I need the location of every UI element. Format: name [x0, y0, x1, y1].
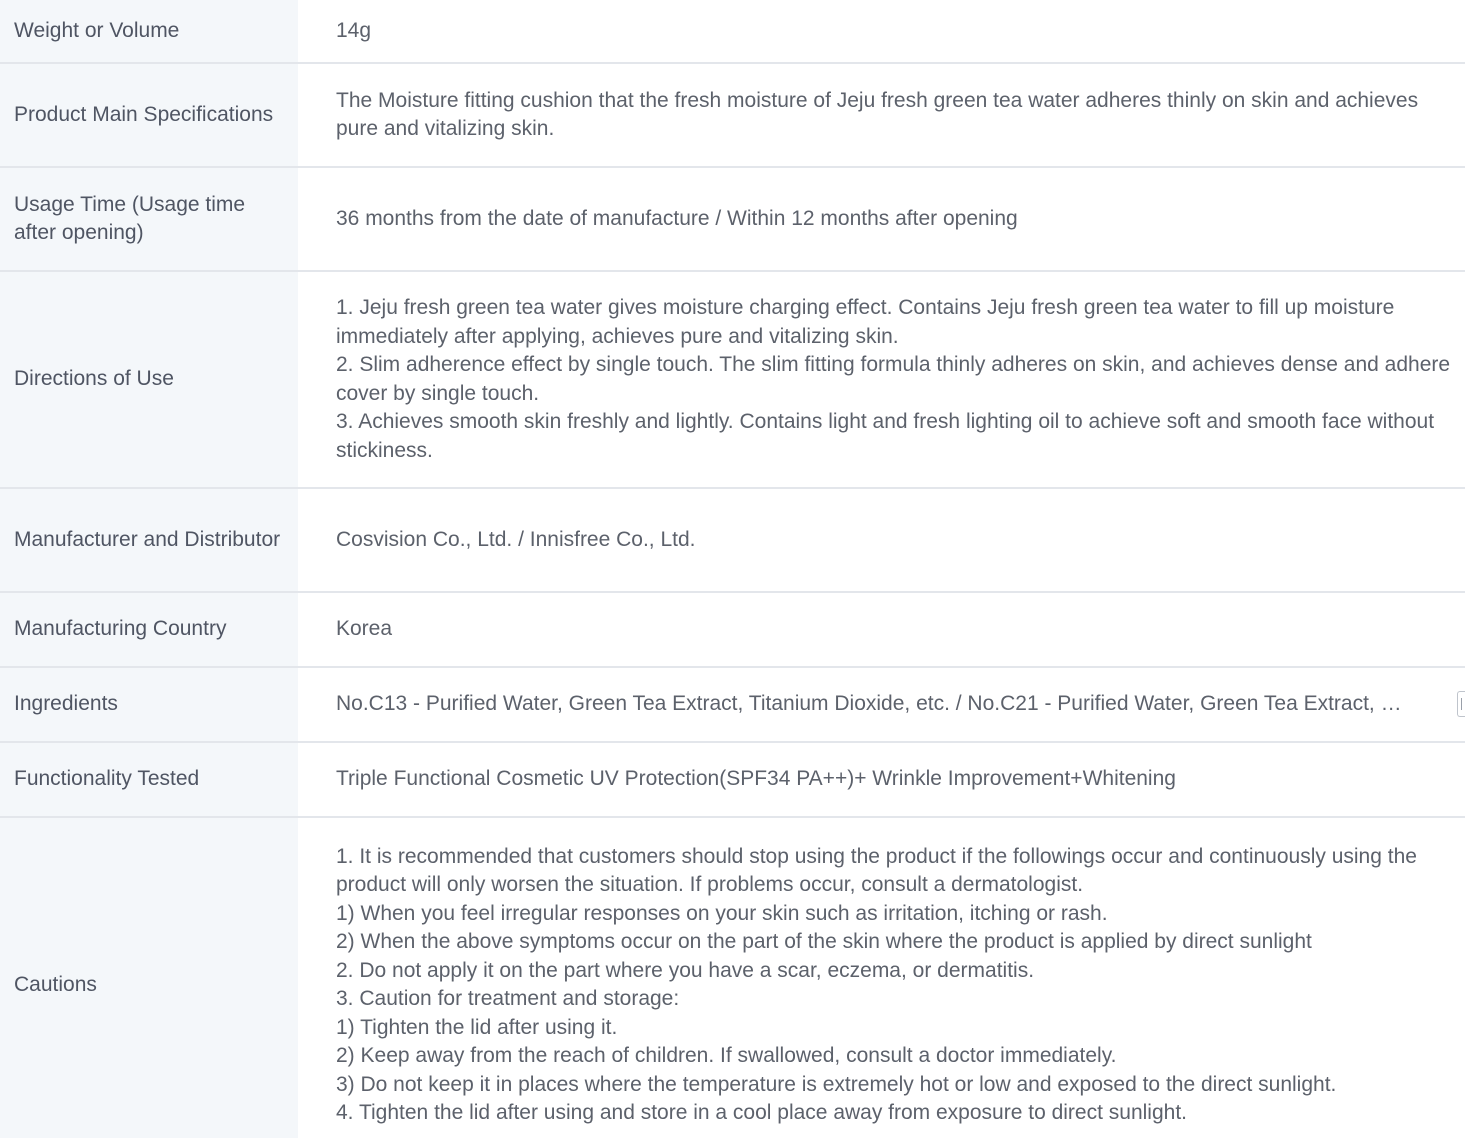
spec-row-cautions	[0, 817, 1465, 1138]
ingredients-value: No.C13 - Purified Water, Green Tea Extract, Titanium Dioxide, etc. / No.C21 - Purified Water, Green Tea Extract, …	[336, 692, 1402, 716]
spec-value	[298, 488, 1465, 592]
cautions-line: 3) Do not keep it in places where the temperature is extremely hot or low and exposed to the direct sunlight.	[336, 1072, 1337, 1096]
spec-row-directions	[0, 271, 1465, 488]
spec-value	[298, 271, 1465, 488]
spec-label: Directions of Use	[0, 271, 298, 488]
usage-time-value: 36 months from the date of manufacture / Within 12 months after opening	[336, 206, 1018, 230]
cautions-line: 2) When the above symptoms occur on the part of the skin where the product is applied by direct sunlight	[336, 930, 1312, 953]
manufacturer-value: Cosvision Co., Ltd. / Innisfree Co., Ltd.	[336, 527, 696, 551]
spec-value	[298, 0, 1465, 63]
cautions-line: 1. It is recommended that customers should stop using the product if the followings occur and continuously using the product will only worsen the situation. If problems occur, consult a dermatologist.	[336, 844, 1417, 896]
spec-value	[298, 63, 1465, 167]
spec-value	[298, 742, 1465, 817]
spec-row-ingredients	[0, 667, 1465, 742]
country-value: Korea	[336, 617, 393, 641]
spec-label: Cautions	[0, 817, 298, 1138]
cautions-line: 3. Caution for treatment and storage:	[336, 987, 680, 1010]
directions-line: 3. Achieves smooth skin freshly and lightly. Contains light and fresh lighting oil to achieve soft and smooth face without stickiness.	[336, 410, 1435, 462]
main-specifications-value: The Moisture fitting cushion that the fresh moisture of Jeju fresh green tea water adheres thinly on skin and achieves pure and vitalizing skin.	[336, 88, 1419, 140]
directions-line: 2. Slim adherence effect by single touch. The slim fitting formula thinly adheres on skin, and achieves dense and adhere cover by single touch.	[336, 353, 1451, 405]
weight-value: 14g	[336, 18, 372, 42]
spec-label: Usage Time (Usage time after opening)	[0, 167, 298, 271]
spec-row-manufacturer	[0, 488, 1465, 592]
spec-row-weight	[0, 0, 1465, 63]
expand-handle-icon[interactable]	[1457, 691, 1465, 717]
spec-value	[298, 592, 1465, 667]
functionality-value: Triple Functional Cosmetic UV Protection(SPF34 PA++)+ Wrinkle Improvement+Whitening	[336, 767, 1176, 791]
spec-label: Weight or Volume	[0, 0, 298, 63]
spec-label: Manufacturing Country	[0, 592, 298, 667]
cautions-line: 2) Keep away from the reach of children. If swallowed, consult a doctor immediately.	[336, 1044, 1117, 1067]
spec-label: Product Main Specifications	[0, 63, 298, 167]
spec-row-usage-time	[0, 167, 1465, 271]
directions-line: 1. Jeju fresh green tea water gives moisture charging effect. Contains Jeju fresh green tea water to fill up moisture immediately after applying, achieves pure and vitalizing skin.	[336, 296, 1395, 348]
cautions-line: 4. Tighten the lid after using and store in a cool place away from exposure to direct sunlight.	[336, 1101, 1187, 1124]
spec-value	[298, 167, 1465, 271]
spec-value	[298, 667, 1465, 742]
spec-row-country	[0, 592, 1465, 667]
spec-label: Ingredients	[0, 667, 298, 742]
cautions-line: 2. Do not apply it on the part where you have a scar, eczema, or dermatitis.	[336, 958, 1035, 982]
spec-value	[298, 817, 1465, 1138]
spec-label: Manufacturer and Distributor	[0, 488, 298, 592]
cautions-line: 1) When you feel irregular responses on your skin such as irritation, itching or rash.	[336, 901, 1108, 925]
cautions-line: 1) Tighten the lid after using it.	[336, 1015, 618, 1039]
spec-label: Functionality Tested	[0, 742, 298, 817]
spec-row-functionality	[0, 742, 1465, 817]
spec-row-main-specifications	[0, 63, 1465, 167]
